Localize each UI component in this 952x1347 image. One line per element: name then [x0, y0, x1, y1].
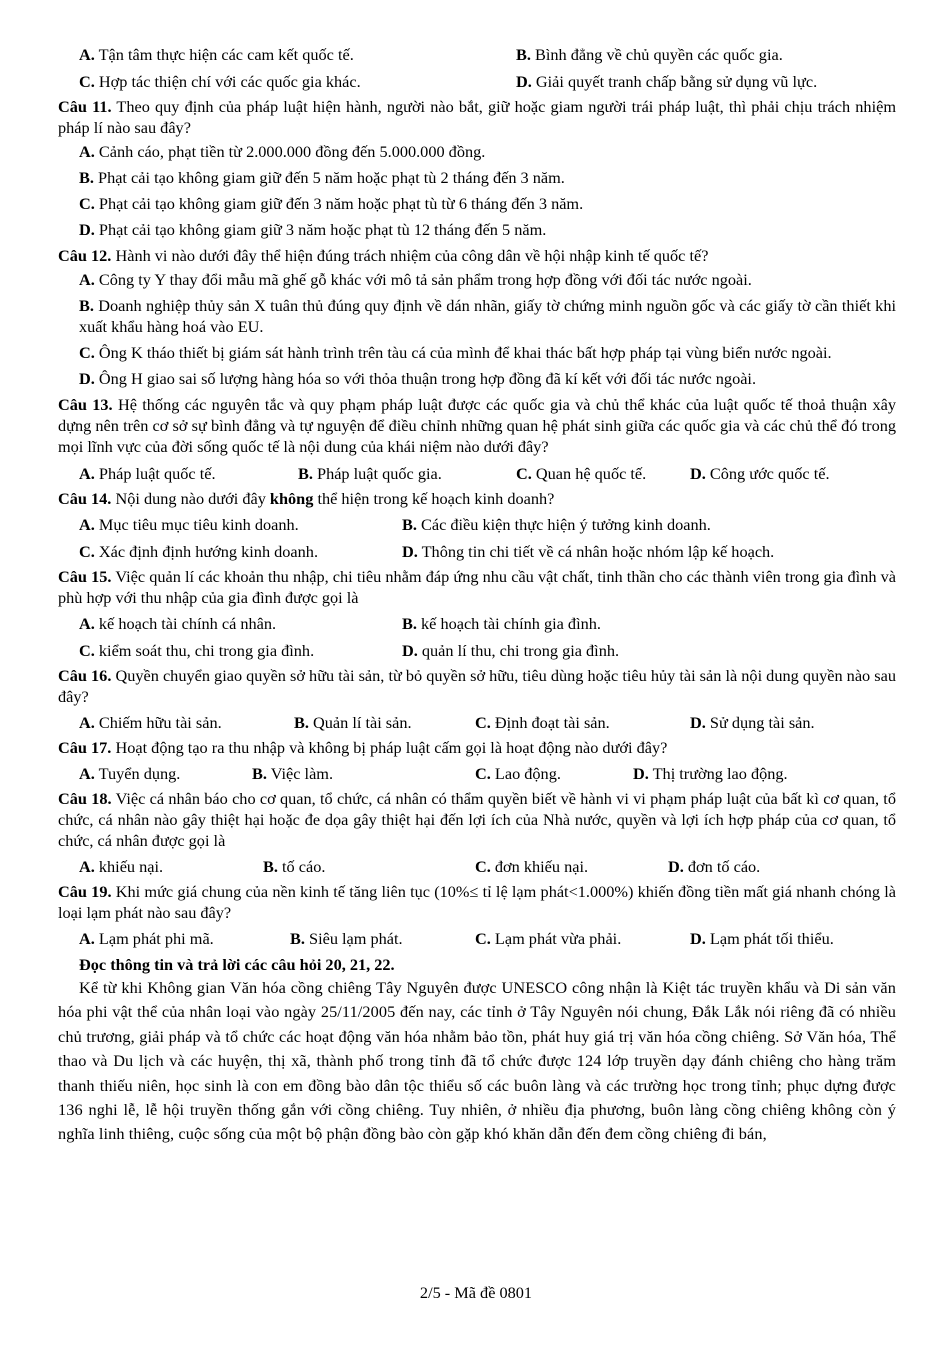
q19-options-row	[58, 928, 896, 950]
q14-option-a[interactable]: A. Mục tiêu mục tiêu kinh doanh.	[79, 515, 299, 534]
q18-option-c[interactable]: C. đơn khiếu nại.	[475, 857, 589, 876]
q12-option-c[interactable]: C. Ông K tháo thiết bị giám sát hành trình trên tàu cá của mình để khai thác bất hợp pháp tại vùng biển nước ngoài.	[79, 343, 832, 362]
page-footer: 2/5 - Mã đề 0801	[419, 1283, 533, 1302]
q13-option-c[interactable]: C. Quan hệ quốc tế.	[516, 464, 647, 483]
reading-passage: Kể từ khi Không gian Văn hóa cồng chiêng Tây Nguyên được UNESCO công nhận là Kiệt tác truyền khẩu và Di sản văn hóa phi vật thể của nhân loại vào ngày 25/11/2005 đến nay, các tỉnh ở Tây Nguyên nói chung, Đắk Lắk nói riêng đã có nhiều chủ trương, giải pháp và tổ chức các hoạt động văn hóa nhằm bảo tồn, phát huy giá trị văn hóa cồng chiêng. Sở Văn hóa, Thể thao và Du lịch và các huyện, thị xã, thành phố trong tỉnh đã tổ chức được 124 lớp truyền dạy đánh chiêng cho hàng trăm thanh thiếu niên, học sinh là con em đồng bào dân tộc thiểu số các buôn làng và các trường học trong tỉnh; phục dựng được 136 nghi lễ, lễ hội truyền thống gắn với cồng chiêng. Tuy nhiên, ở nhiều địa phương, buôn làng cồng chiêng không còn ý nghĩa linh thiêng, cuộc sống của một bộ phận đồng bào còn gặp khó khăn dẫn đến đem cồng chiêng đi bán,	[58, 978, 896, 1144]
q19-option-b[interactable]: B. Siêu lạm phát.	[290, 929, 403, 948]
q18-option-b[interactable]: B. tố cáo.	[263, 857, 326, 876]
q17-option-b[interactable]: B. Việc làm.	[252, 764, 334, 783]
q16-option-b[interactable]: B. Quản lí tài sản.	[294, 713, 412, 732]
q14-option-c[interactable]: C. Xác định định hướng kinh doanh.	[79, 542, 319, 561]
q10-option-d[interactable]: D. Giải quyết tranh chấp bằng sử dụng vũ lực.	[516, 72, 818, 91]
q11-option-b[interactable]: B. Phạt cải tạo không giam giữ đến 5 năm hoặc phạt tù 2 tháng đến 3 năm.	[79, 168, 565, 187]
q17-option-a[interactable]: A. Tuyển dụng.	[79, 764, 181, 783]
q13-option-a[interactable]: A. Pháp luật quốc tế.	[79, 464, 216, 483]
q18-options-row	[58, 856, 896, 878]
q10-options-row-1	[58, 44, 896, 66]
question-15: Câu 15. Việc quản lí các khoản thu nhập, chi tiêu nhằm đáp ứng nhu cầu vật chất, tinh thần cho các thành viên trong gia đình và phù hợp với thu nhập của gia đình được gọi là	[58, 567, 896, 607]
q13-options-row	[58, 463, 896, 485]
q11-option-c[interactable]: C. Phạt cải tạo không giam giữ đến 3 năm hoặc phạt tù từ 6 tháng đến 3 năm.	[79, 194, 584, 213]
q16-option-d[interactable]: D. Sử dụng tài sản.	[690, 713, 815, 732]
q14-options-row-1	[58, 514, 896, 536]
q15-option-a[interactable]: A. kế hoạch tài chính cá nhân.	[79, 614, 277, 633]
exam-page	[58, 44, 896, 1147]
q17-option-d[interactable]: D. Thị trường lao động.	[633, 764, 788, 783]
q14-options-row-2	[58, 541, 896, 563]
q12-option-a[interactable]: A. Công ty Y thay đổi mẫu mã ghế gỗ khác với mô tả sản phẩm trong hợp đồng với đối tác nước ngoài.	[79, 270, 752, 289]
question-16: Câu 16. Quyền chuyển giao quyền sở hữu tài sản, từ bỏ quyền sở hữu, tiêu dùng hoặc tiêu hủy tài sản là nội dung quyền nào sau đây?	[58, 666, 896, 706]
question-11: Câu 11. Theo quy định của pháp luật hiện hành, người nào bắt, giữ hoặc giam người trái pháp luật, thì phải chịu trách nhiệm pháp lí nào sau đây?	[58, 97, 896, 137]
q13-option-d[interactable]: D. Công ước quốc tế.	[690, 464, 830, 483]
q10-option-b[interactable]: B. Bình đẳng về chủ quyền các quốc gia.	[516, 45, 783, 64]
q15-options-row-2	[58, 640, 896, 662]
q11-option-d[interactable]: D. Phạt cải tạo không giam giữ 3 năm hoặc phạt tù 12 tháng đến 5 năm.	[79, 220, 547, 239]
question-13: Câu 13. Hệ thống các nguyên tắc và quy phạm pháp luật được các quốc gia và chủ thể khác của luật quốc tế thoả thuận xây dựng nên trên cơ sở sự bình đẳng và tự nguyện để điều chỉnh những quan hệ phát sinh giữa các quốc gia và các chủ thể đó trong mọi lĩnh vực của đời sống quốc tế là nội dung của khái niệm nào dưới đây?	[58, 395, 896, 456]
q19-option-c[interactable]: C. Lạm phát vừa phải.	[475, 929, 622, 948]
question-12: Câu 12. Hành vi nào dưới đây thể hiện đúng trách nhiệm của công dân về hội nhập kinh tế quốc tế?	[58, 246, 709, 265]
q15-option-c[interactable]: C. kiểm soát thu, chi trong gia đình.	[79, 641, 315, 660]
q16-option-a[interactable]: A. Chiếm hữu tài sản.	[79, 713, 222, 732]
q17-option-c[interactable]: C. Lao động.	[475, 764, 561, 783]
q18-option-d[interactable]: D. đơn tố cáo.	[668, 857, 761, 876]
reading-heading: Đọc thông tin và trả lời các câu hỏi 20, 21, 22.	[79, 955, 395, 974]
q10-options-row-2	[58, 71, 896, 93]
q10-option-a[interactable]: A. Tận tâm thực hiện các cam kết quốc tế.	[79, 45, 354, 64]
q12-option-b[interactable]: B. Doanh nghiệp thủy sản X tuân thủ đúng quy định về dán nhãn, giấy tờ chứng minh nguồn gốc và các giấy tờ cần thiết khi xuất khẩu hàng hoá vào EU.	[79, 296, 896, 336]
q13-option-b[interactable]: B. Pháp luật quốc gia.	[298, 464, 442, 483]
q18-option-a[interactable]: A. khiếu nại.	[79, 857, 164, 876]
q17-options-row	[58, 763, 896, 785]
q19-option-a[interactable]: A. Lạm phát phi mã.	[79, 929, 214, 948]
question-17: Câu 17. Hoạt động tạo ra thu nhập và không bị pháp luật cấm gọi là hoạt động nào dưới đây?	[58, 738, 668, 757]
q15-option-d[interactable]: D. quản lí thu, chi trong gia đình.	[402, 641, 620, 660]
q16-option-c[interactable]: C. Định đoạt tài sản.	[475, 713, 610, 732]
q11-option-a[interactable]: A. Cảnh cáo, phạt tiền từ 2.000.000 đồng đến 5.000.000 đồng.	[79, 142, 486, 161]
question-19: Câu 19. Khi mức giá chung của nền kinh tế tăng liên tục (10%≤ tỉ lệ lạm phát<1.000%) khiến đồng tiền mất giá nhanh chóng là loại lạm phát nào sau đây?	[58, 882, 896, 922]
q15-options-row-1	[58, 613, 896, 635]
q12-option-d[interactable]: D. Ông H giao sai số lượng hàng hóa so với thỏa thuận trong hợp đồng đã kí kết với đối tác nước ngoài.	[79, 369, 757, 388]
question-18: Câu 18. Việc cá nhân báo cho cơ quan, tổ chức, cá nhân có thẩm quyền biết về hành vi vi phạm pháp luật của bất kì cơ quan, tổ chức, cá nhân nào gây thiệt hại hoặc đe dọa gây thiệt hại đến lợi ích của Nhà nước, quyền và lợi ích hợp pháp của cơ quan, tổ chức, cá nhân được gọi là	[58, 789, 896, 850]
q10-option-c[interactable]: C. Hợp tác thiện chí với các quốc gia khác.	[79, 72, 361, 91]
q14-option-b[interactable]: B. Các điều kiện thực hiện ý tưởng kinh doanh.	[402, 515, 711, 534]
question-14: Câu 14. Nội dung nào dưới đây không thể hiện trong kế hoạch kinh doanh?	[58, 489, 555, 508]
q19-option-d[interactable]: D. Lạm phát tối thiểu.	[690, 929, 834, 948]
q14-option-d[interactable]: D. Thông tin chi tiết về cá nhân hoặc nhóm lập kế hoạch.	[402, 542, 775, 561]
q16-options-row	[58, 712, 896, 734]
emphasis-keyword: không	[269, 489, 314, 508]
q15-option-b[interactable]: B. kế hoạch tài chính gia đình.	[402, 614, 601, 633]
